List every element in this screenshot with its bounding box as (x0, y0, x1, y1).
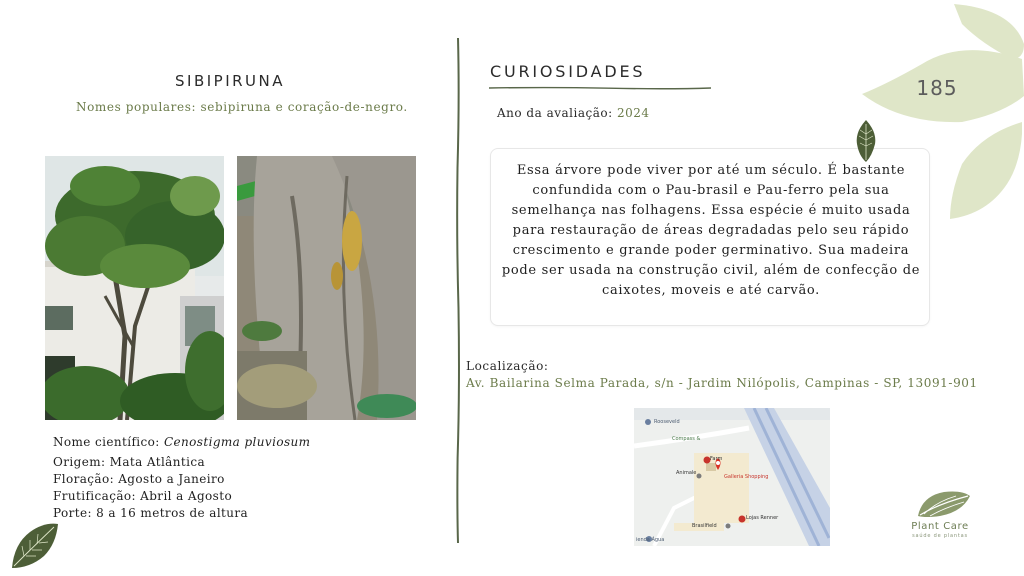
location-map[interactable] (634, 408, 830, 546)
scientific-name-row (53, 434, 310, 451)
size-row: Porte: 8 a 16 metros de altura (53, 506, 249, 520)
map-label-animale: Animale (676, 470, 697, 476)
popular-names: Nomes populares: sebipiruna e coração-de-negro. (76, 100, 408, 114)
trunk-photo (237, 156, 416, 420)
fruiting-row: Frutificação: Abril a Agosto (53, 489, 233, 503)
title-underline (489, 86, 711, 90)
map-label-galleria: Galleria Shopping (724, 474, 769, 480)
map-label-lojas: Lojas Renner (746, 515, 779, 521)
map-label-bottom: ienda Água (636, 537, 665, 543)
evaluation-year-value: 2024 (616, 106, 650, 120)
map-label-brasilfield: Brasilfield (692, 523, 717, 529)
location-address: Av. Bailarina Selma Parada, s/n - Jardim Nilópolis, Campinas - SP, 13091-901 (466, 376, 978, 390)
brand-logo (904, 486, 976, 544)
brand-tagline: saúde de plantas (912, 533, 968, 539)
map-label-farm: Farm (710, 456, 723, 462)
page-number: 185 (916, 76, 958, 100)
curiosities-text: Essa árvore pode viver por até um século. É bastante confundida com o Pau-brasil e Pau-ferro pela sua semelhança nas folhagens. Essa espécie é muito usada para restauração de áreas degradadas pelo seu rápido crescimento e grande poder germinativo. Sua madeira pode ser usada na construção civil, além de confecção de caixotes, moveis e até carvão. (501, 163, 921, 298)
evaluation-year (497, 106, 650, 120)
leaf-cluster-icon (862, 4, 1024, 224)
species-facts (53, 434, 310, 522)
map-label-top: Rooseveld (654, 419, 680, 425)
origin-row: Origem: Mata Atlântica (53, 455, 205, 469)
brand-leaf-icon (904, 486, 976, 520)
leaf-icon (855, 120, 877, 162)
curiosities-title: CURIOSIDADES (490, 62, 646, 81)
vertical-divider (455, 38, 461, 543)
tree-photo (45, 156, 224, 420)
scientific-name-label: Nome científico: (53, 435, 160, 449)
scientific-name: Cenostigma pluviosum (163, 435, 311, 449)
brand-name: Plant Care (911, 521, 969, 532)
corner-leaf-icon (10, 522, 60, 570)
species-title: SIBIPIRUNA (175, 72, 286, 90)
map-label-compass: Compass & (672, 436, 701, 442)
location-label: Localização: (466, 359, 549, 373)
evaluation-label: Ano da avaliação: (497, 106, 613, 120)
flowering-row: Floração: Agosto a Janeiro (53, 472, 225, 486)
